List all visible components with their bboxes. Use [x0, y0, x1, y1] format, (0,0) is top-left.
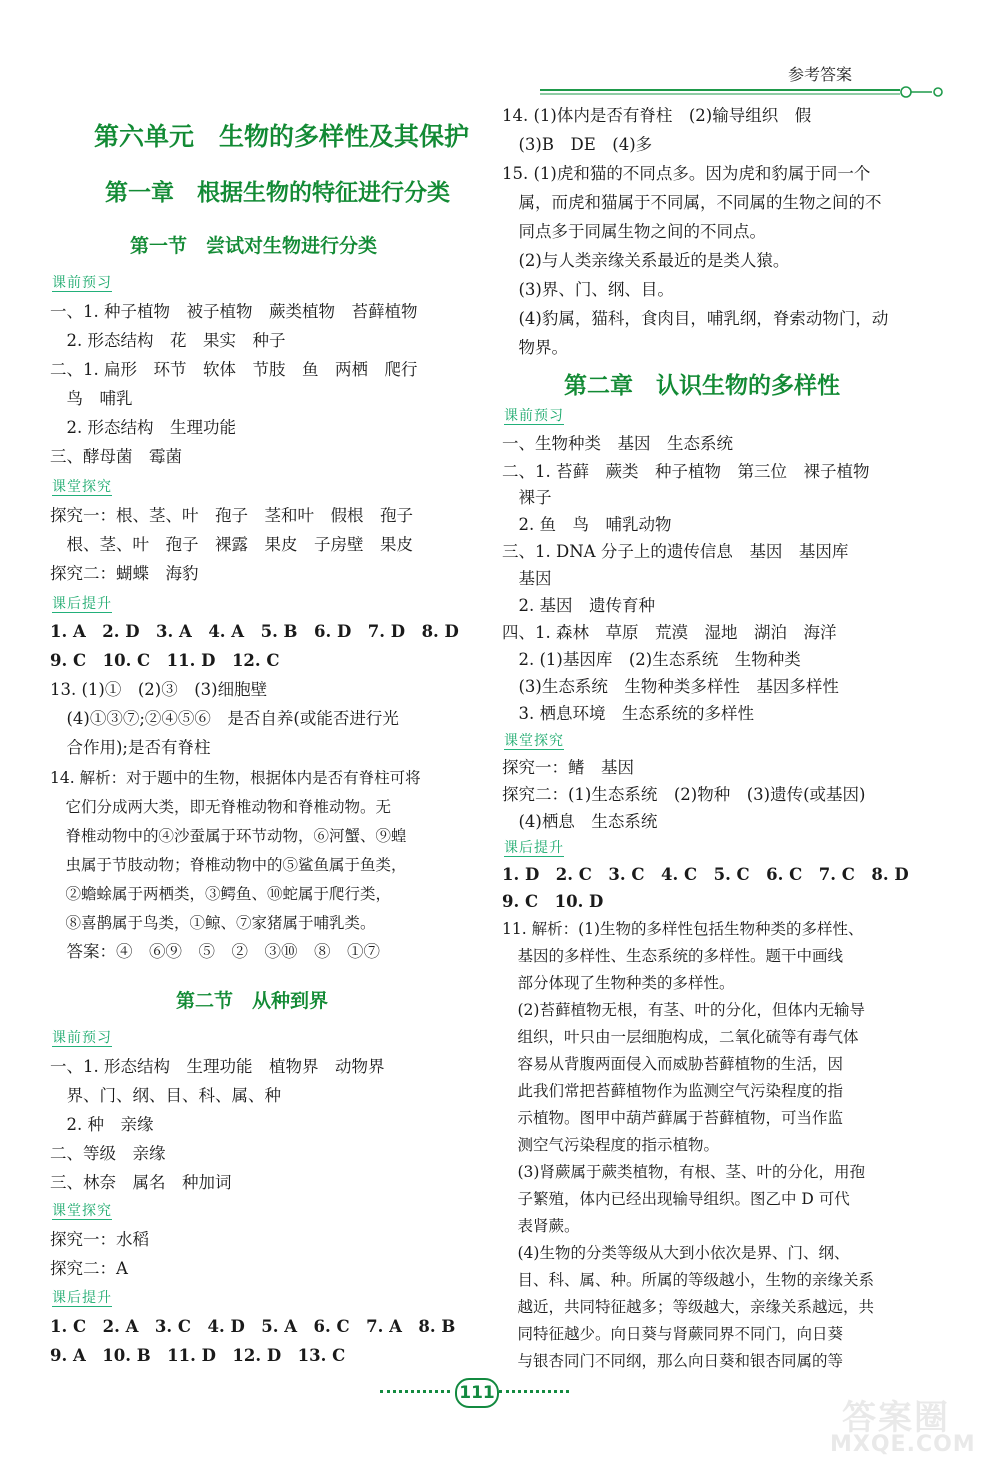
text-line: (2)与人类亲缘关系最近的是类人猿。 [502, 251, 790, 270]
text-line: 表肾蕨。 [502, 1217, 580, 1235]
footer-dots-right [499, 1390, 569, 1393]
text-line: 根、茎、叶 孢子 裸露 果皮 子房壁 果皮 [50, 535, 413, 554]
text-line: 14. (1)体内是否有脊柱 (2)输导组织 假 [502, 106, 812, 125]
watermark-text: 答案圈 [842, 1398, 950, 1438]
text-line: (4)生物的分类等级从大到小依次是界、门、纲、 [502, 1244, 850, 1262]
text-line: 14. 解析：对于题中的生物，根据体内是否有脊柱可将 [50, 769, 421, 787]
text-line: 此我们常把苔藓植物作为监测空气污染程度的指 [502, 1082, 844, 1100]
text-line: 三、1. DNA 分子上的遗传信息 基因 基因库 [502, 542, 849, 561]
tag-after: 课后提升 [504, 840, 564, 856]
text-line: (3)界、门、纲、目。 [502, 280, 674, 299]
text-line: 裸子 [502, 488, 552, 507]
section-2-title: 第二节 从种到界 [176, 990, 329, 1012]
text-line: 探究二：A [50, 1259, 128, 1278]
page-number: 111 [455, 1378, 499, 1408]
text-line: (4)栖息 生态系统 [502, 812, 658, 831]
answer-line: 1. C 2. A 3. C 4. D 5. A 6. C 7. A 8. B [50, 1317, 456, 1336]
text-line: 鸟 哺乳 [50, 389, 133, 408]
text-line: 目、科、属、种。所属的等级越小，生物的亲缘关系 [502, 1271, 875, 1289]
section-1-title: 第一节 尝试对生物进行分类 [130, 235, 378, 257]
chapter-1-title: 第一章 根据生物的特征进行分类 [105, 180, 450, 206]
text-line: 子繁殖，体内已经出现输导组织。图乙中 D 可代 [502, 1190, 850, 1208]
text-line: 示植物。图甲中葫芦藓属于苔藓植物，可当作监 [502, 1109, 844, 1127]
text-line: 13. (1)① (2)③ (3)细胞壁 [50, 680, 268, 699]
text-line: 虫属于节肢动物；脊椎动物中的⑤鲨鱼属于鱼类， [50, 856, 407, 874]
tag-after: 课后提升 [52, 596, 112, 612]
text-line: 3. 栖息环境 生态系统的多样性 [502, 704, 754, 723]
text-line: 部分体现了生物种类的多样性。 [502, 974, 735, 992]
text-line: (2)苔藓植物无根，有茎、叶的分化，但体内无输导 [502, 1001, 865, 1019]
answer-line: 1. D 2. C 3. C 4. C 5. C 6. C 7. C 8. D [502, 865, 909, 884]
text-line: 探究一：水稻 [50, 1230, 149, 1249]
text-line: 它们分成两大类，即无脊椎动物和脊椎动物。无 [50, 798, 392, 816]
text-line: 二、1. 扁形 环节 软体 节肢 鱼 两栖 爬行 [50, 360, 418, 379]
text-line: 2. 形态结构 花 果实 种子 [50, 331, 286, 350]
answer-line: 9. A 10. B 11. D 12. D 13. C [50, 1346, 346, 1365]
text-line: (3)生态系统 生物种类多样性 基因多样性 [502, 677, 839, 696]
text-line: 容易从背腹两面侵入而威胁苔藓植物的生活，因 [502, 1055, 844, 1073]
text-line: 组织，叶只由一层细胞构成，二氧化硫等有毒气体 [502, 1028, 859, 1046]
text-line: 基因 [502, 569, 552, 588]
text-line: (3)B DE (4)多 [502, 135, 653, 154]
text-line: 2. (1)基因库 (2)生态系统 生物种类 [502, 650, 801, 669]
text-line: 与银杏同门不同纲，那么向日葵和银杏同属的等 [502, 1352, 844, 1370]
answer-line: 1. A 2. D 3. A 4. A 5. B 6. D 7. D 8. D [50, 622, 459, 641]
page-footer [380, 1378, 570, 1408]
text-line: 物界。 [502, 338, 568, 357]
text-line: ⑧喜鹊属于鸟类，①鲸、⑦家猪属于哺乳类。 [50, 914, 376, 932]
text-line: 探究一：根、茎、叶 孢子 茎和叶 假根 孢子 [50, 506, 413, 525]
header-rule [540, 82, 960, 102]
text-line: 三、酵母菌 霉菌 [50, 447, 182, 466]
answer-line: 9. C 10. C 11. D 12. C [50, 651, 280, 670]
tag-after: 课后提升 [52, 1290, 112, 1306]
text-line: 15. (1)虎和猫的不同点多。因为虎和豹属于同一个 [502, 164, 871, 183]
tag-explore: 课堂探究 [52, 1203, 112, 1219]
text-line: 合作用);是否有脊柱 [50, 738, 211, 757]
watermark-url: MXQE.COM [830, 1432, 976, 1457]
tag-preview: 课前预习 [52, 275, 112, 291]
unit-title: 第六单元 生物的多样性及其保护 [94, 122, 470, 151]
text-line: 探究一：鳍 基因 [502, 758, 634, 777]
text-line: 答案：④ ⑥⑨ ⑤ ② ③⑩ ⑧ ①⑦ [50, 942, 380, 961]
header-label: 参考答案 [788, 65, 853, 84]
text-line: 一、生物种类 基因 生态系统 [502, 434, 733, 453]
text-line: 2. 形态结构 生理功能 [50, 418, 236, 437]
text-line: 属，而虎和猫属于不同属，不同属的生物之间的不 [502, 193, 882, 212]
chapter-2-title: 第二章 认识生物的多样性 [564, 373, 840, 399]
text-line: 二、等级 亲缘 [50, 1144, 166, 1163]
tag-preview: 课前预习 [52, 1030, 112, 1046]
text-line: 11. 解析：(1)生物的多样性包括生物种类的多样性、 [502, 920, 864, 938]
answer-line: 9. C 10. D [502, 892, 604, 911]
text-line: 四、1. 森林 草原 荒漠 湿地 湖泊 海洋 [502, 623, 837, 642]
text-line: (4)①③⑦;②④⑤⑥ 是否自养(或能否进行光 [50, 709, 399, 728]
text-line: 一、1. 种子植物 被子植物 蕨类植物 苔藓植物 [50, 302, 418, 321]
text-line: 2. 鱼 鸟 哺乳动物 [502, 515, 672, 534]
text-line: (3)肾蕨属于蕨类植物，有根、茎、叶的分化，用孢 [502, 1163, 865, 1181]
text-line: 测空气污染程度的指示植物。 [502, 1136, 720, 1154]
text-line: 2. 基因 遗传育种 [502, 596, 655, 615]
text-line: 同点多于同属生物之间的不同点。 [502, 222, 766, 241]
watermark-logo [830, 1390, 990, 1460]
text-line: 探究二：蝴蝶 海豹 [50, 564, 199, 583]
tag-explore: 课堂探究 [52, 479, 112, 495]
footer-dots-left [380, 1390, 450, 1393]
text-line: 探究二：(1)生态系统 (2)物种 (3)遗传(或基因) [502, 785, 866, 804]
text-line: 基因的多样性、生态系统的多样性。题干中画线 [502, 947, 844, 965]
tag-preview: 课前预习 [504, 408, 564, 424]
text-line: 同特征越少。向日葵与肾蕨同界不同门，向日葵 [502, 1325, 844, 1343]
text-line: 越近，共同特征越多；等级越大，亲缘关系越远，共 [502, 1298, 875, 1316]
text-line: 三、林奈 属名 种加词 [50, 1173, 232, 1192]
text-line: 界、门、纲、目、科、属、种 [50, 1086, 281, 1105]
text-line: 脊椎动物中的④沙蚕属于环节动物，⑥河蟹、⑨蝗 [50, 827, 407, 845]
tag-explore: 课堂探究 [504, 733, 564, 749]
text-line: (4)豹属，猫科，食肉目，哺乳纲，脊索动物门，动 [502, 309, 889, 328]
text-line: 2. 种 亲缘 [50, 1115, 154, 1134]
text-line: ②蟾蜍属于两栖类，③鳄鱼、⑩蛇属于爬行类， [50, 885, 392, 903]
text-line: 一、1. 形态结构 生理功能 植物界 动物界 [50, 1057, 385, 1076]
text-line: 二、1. 苔藓 蕨类 种子植物 第三位 裸子植物 [502, 462, 870, 481]
